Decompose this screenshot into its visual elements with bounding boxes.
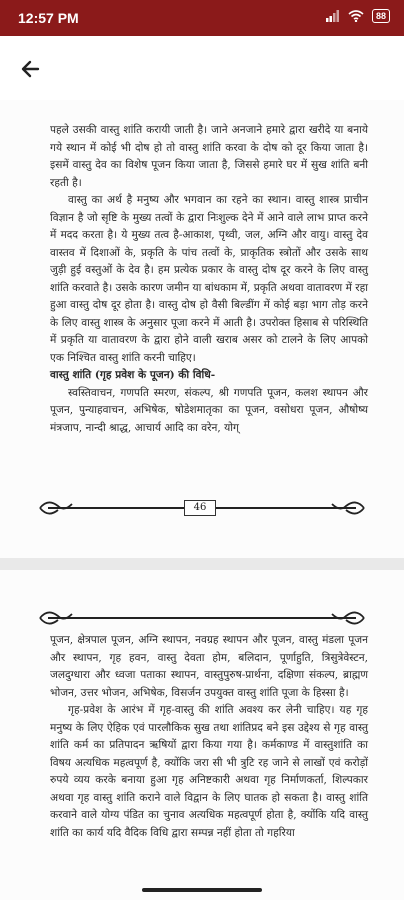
status-icons xyxy=(326,9,390,23)
back-button[interactable] xyxy=(16,54,46,84)
status-time: 12:57 PM xyxy=(18,10,79,26)
document-page-47 xyxy=(0,570,404,900)
section-heading: वास्तु शांति (गृह प्रवेश के पूजन) की विधि- xyxy=(50,369,216,381)
document-reader[interactable] xyxy=(0,100,404,900)
page-number: 46 xyxy=(184,500,216,516)
ornamental-divider-icon xyxy=(38,608,366,628)
battery-level: 88 xyxy=(372,9,390,23)
document-page-46 xyxy=(0,100,404,558)
page-body-text xyxy=(50,632,368,842)
page-body-text xyxy=(50,122,368,437)
gesture-navigation-bar[interactable] xyxy=(142,888,262,892)
arrow-left-icon xyxy=(16,54,46,84)
app-bar xyxy=(0,36,404,100)
paragraph: स्वस्तिवाचन, गणपति स्मरण, संकल्प, श्री गणपति पूजन, कलश स्थापन और पूजन, पुन्याहवाचन, अभिषेक, षोडेशमातृका का पूजन, वसोधरा पूजन, औषोष्य मंत्रजाप, नान्दी श्राद्ध, आचार्य आदि का वरेन, योग् xyxy=(50,386,368,434)
paragraph: पहले उसकी वास्तु शांति करायी जाती है। जाने अनजाने हमारे द्वारा खरीदे या बनाये गये स्थान में कोई भी दोष हो तो वास्तु शांति करवा के दोष को दूर किया जाता है। इसमें वास्तु देव का विशेष पूजन किया जाता है, जिससे हमारे घर में सुख शांति बनी रहती है। xyxy=(50,124,368,189)
paragraph: पूजन, क्षेत्रपाल पूजन, अग्नि स्थापन, नवग्रह स्थापन और पूजन, वास्तु मंडला पूजन और स्थापन, गृह हवन, वास्तु देवता होम, बलिदान, पूर्णाहुति, त्रिसुत्रेवेस्टन, जलदुग्धारा और ध्वजा पताका स्थापन, वास्तुपुरुष-प्रार्थना, दक्षिणा संकल्प, ब्राह्मण भोजन, उत्तर भोजन, अभिषेक, विसर्जन उपयुक्त वास्तु शांति पूजा के हिस्सा है। xyxy=(50,634,368,699)
status-bar xyxy=(0,0,404,36)
paragraph: वास्तु का अर्थ है मनुष्य और भगवान का रहने का स्थान। वास्तु शास्त्र प्राचीन विज्ञान है जो सृष्टि के मुख्य तत्वों के द्वारा निःशुल्क देने में आने वाले लाभ प्राप्त करने में मदद करता है। ये मुख्य तत्व है-आकाश, पृथ्वी, जल, अग्नि और वायु। वास्तु देव वास्तव में दिशाओं के, प्रकृति के पांच तत्वों के, प्राकृतिक स्त्रोतों और उसके साथ जुड़ी हुई वस्तुओं के देव है। हम प्रत्येक प्रकार के वास्तु दोष दूर करने के लिए वास्तु शांति करवाते है। उसके कारण जमीन या बांधकाम में, प्रकृति अथवा वातावरण में रहा हुआ वास्तु दोष दूर होता है। वास्तु दोष हो वैसी बिल्डींग में कोई बड़ा भाग तोड़ करने के लिए वास्तु शास्त्र के अनुसार पूजा करने में आती है। उपरोक्त हिसाब से परिस्थिति में प्रकृति या वातावरण के द्वारा होने वाली खराब असर को टालने के लिए आपको एक निश्चित वास्तु शांति करनी चाहिए। xyxy=(50,194,368,364)
wifi-icon xyxy=(348,10,364,22)
paragraph: गृह-प्रवेश के आरंभ में गृह-वास्तु की शांति अवश्य कर लेनी चाहिए। यह गृह मनुष्य के लिए ऐहिक एवं पारलौकिक सुख तथा शांतिप्रद बने इस उद्देश्य से गृह वास्तु शांति कर्म का प्रतिपादन ऋषियों द्वारा किया गया है। कर्मकाण्ड में वास्तुशांति का विषय अत्यधिक महत्वपूर्ण है, क्योंकि जरा सी भी त्रुटि रह जाने से लाखों एवं करोड़ों रुपये व्यय करके बनाया हुआ गृह अनिष्टकारी अथवा गृह निर्माणकर्ता, शिल्पकार अथवा गृह वास्तु शांति कराने वाले विद्वान के लिए घातक हो सकता है। वास्तु शांति करवाने वाले योग्य पंडित का चुनाव अत्यधिक महत्वपूर्ण होता है, क्योंकि यदि वास्तु शांति का कार्य यदि वैदिक विधि द्वारा सम्पन्न नहीं होता तो गहरिया xyxy=(50,704,368,839)
signal-icon xyxy=(326,10,340,22)
